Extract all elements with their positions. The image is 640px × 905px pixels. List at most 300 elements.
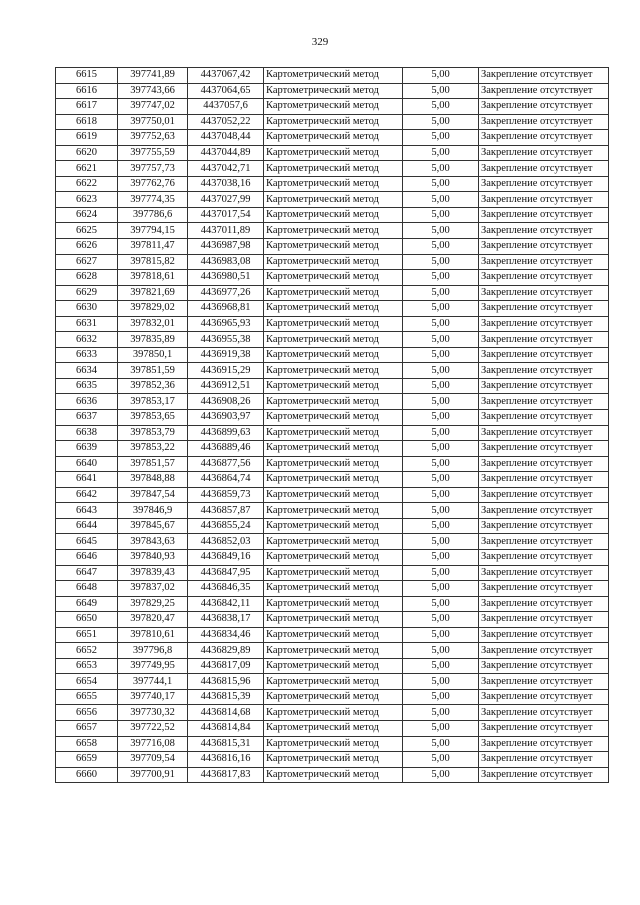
fixation-cell: Закрепление отсутствует (479, 161, 609, 177)
y-coordinate-cell: 4437064,65 (188, 83, 264, 99)
accuracy-cell: 5,00 (403, 456, 479, 472)
x-coordinate-cell: 397850,1 (118, 347, 188, 363)
x-coordinate-cell: 397845,67 (118, 518, 188, 534)
y-coordinate-cell: 4437052,22 (188, 114, 264, 130)
accuracy-cell: 5,00 (403, 223, 479, 239)
method-cell: Картометрический метод (264, 658, 403, 674)
table-row (56, 565, 609, 581)
x-coordinate-cell: 397852,36 (118, 378, 188, 394)
accuracy-cell: 5,00 (403, 114, 479, 130)
table-row (56, 705, 609, 721)
accuracy-cell: 5,00 (403, 83, 479, 99)
table-row (56, 83, 609, 99)
fixation-cell: Закрепление отсутствует (479, 114, 609, 130)
table-row (56, 410, 609, 426)
x-coordinate-cell: 397829,02 (118, 301, 188, 317)
table-body (56, 68, 609, 783)
method-cell: Картометрический метод (264, 394, 403, 410)
point-number-cell: 6623 (56, 192, 118, 208)
table-row (56, 254, 609, 270)
y-coordinate-cell: 4436915,29 (188, 363, 264, 379)
x-coordinate-cell: 397846,9 (118, 503, 188, 519)
table-row (56, 394, 609, 410)
y-coordinate-cell: 4437011,89 (188, 223, 264, 239)
fixation-cell: Закрепление отсутствует (479, 239, 609, 255)
accuracy-cell: 5,00 (403, 441, 479, 457)
accuracy-cell: 5,00 (403, 767, 479, 783)
accuracy-cell: 5,00 (403, 176, 479, 192)
y-coordinate-cell: 4436815,96 (188, 674, 264, 690)
y-coordinate-cell: 4436815,31 (188, 736, 264, 752)
x-coordinate-cell: 397811,47 (118, 239, 188, 255)
method-cell: Картометрический метод (264, 239, 403, 255)
point-number-cell: 6656 (56, 705, 118, 721)
fixation-cell: Закрепление отсутствует (479, 176, 609, 192)
method-cell: Картометрический метод (264, 534, 403, 550)
point-number-cell: 6625 (56, 223, 118, 239)
method-cell: Картометрический метод (264, 767, 403, 783)
accuracy-cell: 5,00 (403, 674, 479, 690)
x-coordinate-cell: 397741,89 (118, 68, 188, 84)
fixation-cell: Закрепление отсутствует (479, 363, 609, 379)
table-row (56, 674, 609, 690)
table-row (56, 612, 609, 628)
fixation-cell: Закрепление отсутствует (479, 689, 609, 705)
point-number-cell: 6653 (56, 658, 118, 674)
fixation-cell: Закрепление отсутствует (479, 425, 609, 441)
table-row (56, 301, 609, 317)
y-coordinate-cell: 4436908,26 (188, 394, 264, 410)
accuracy-cell: 5,00 (403, 270, 479, 286)
method-cell: Картометрический метод (264, 549, 403, 565)
method-cell: Картометрический метод (264, 752, 403, 768)
fixation-cell: Закрепление отсутствует (479, 658, 609, 674)
fixation-cell: Закрепление отсутствует (479, 301, 609, 317)
table-row (56, 378, 609, 394)
table-row (56, 752, 609, 768)
point-number-cell: 6616 (56, 83, 118, 99)
point-number-cell: 6618 (56, 114, 118, 130)
x-coordinate-cell: 397730,32 (118, 705, 188, 721)
table-row (56, 145, 609, 161)
fixation-cell: Закрепление отсутствует (479, 674, 609, 690)
x-coordinate-cell: 397796,8 (118, 643, 188, 659)
fixation-cell: Закрепление отсутствует (479, 767, 609, 783)
table-row (56, 285, 609, 301)
y-coordinate-cell: 4436852,03 (188, 534, 264, 550)
table-row (56, 518, 609, 534)
y-coordinate-cell: 4436977,26 (188, 285, 264, 301)
table-row (56, 192, 609, 208)
fixation-cell: Закрепление отсутствует (479, 83, 609, 99)
accuracy-cell: 5,00 (403, 316, 479, 332)
table-row (56, 767, 609, 783)
accuracy-cell: 5,00 (403, 658, 479, 674)
x-coordinate-cell: 397740,17 (118, 689, 188, 705)
fixation-cell: Закрепление отсутствует (479, 68, 609, 84)
x-coordinate-cell: 397851,57 (118, 456, 188, 472)
point-number-cell: 6647 (56, 565, 118, 581)
accuracy-cell: 5,00 (403, 534, 479, 550)
y-coordinate-cell: 4436983,08 (188, 254, 264, 270)
table-row (56, 99, 609, 115)
table-row (56, 223, 609, 239)
x-coordinate-cell: 397853,17 (118, 394, 188, 410)
fixation-cell: Закрепление отсутствует (479, 99, 609, 115)
accuracy-cell: 5,00 (403, 332, 479, 348)
y-coordinate-cell: 4436912,51 (188, 378, 264, 394)
method-cell: Картометрический метод (264, 705, 403, 721)
x-coordinate-cell: 397851,59 (118, 363, 188, 379)
table-row (56, 472, 609, 488)
x-coordinate-cell: 397722,52 (118, 720, 188, 736)
fixation-cell: Закрепление отсутствует (479, 643, 609, 659)
method-cell: Картометрический метод (264, 487, 403, 503)
point-number-cell: 6636 (56, 394, 118, 410)
method-cell: Картометрический метод (264, 425, 403, 441)
fixation-cell: Закрепление отсутствует (479, 565, 609, 581)
point-number-cell: 6646 (56, 549, 118, 565)
table-row (56, 316, 609, 332)
point-number-cell: 6639 (56, 441, 118, 457)
accuracy-cell: 5,00 (403, 425, 479, 441)
method-cell: Картометрический метод (264, 145, 403, 161)
method-cell: Картометрический метод (264, 223, 403, 239)
y-coordinate-cell: 4436955,38 (188, 332, 264, 348)
point-number-cell: 6652 (56, 643, 118, 659)
x-coordinate-cell: 397750,01 (118, 114, 188, 130)
x-coordinate-cell: 397853,79 (118, 425, 188, 441)
accuracy-cell: 5,00 (403, 410, 479, 426)
y-coordinate-cell: 4436919,38 (188, 347, 264, 363)
point-number-cell: 6648 (56, 581, 118, 597)
fixation-cell: Закрепление отсутствует (479, 410, 609, 426)
point-number-cell: 6638 (56, 425, 118, 441)
y-coordinate-cell: 4437057,6 (188, 99, 264, 115)
accuracy-cell: 5,00 (403, 347, 479, 363)
fixation-cell: Закрепление отсутствует (479, 130, 609, 146)
accuracy-cell: 5,00 (403, 565, 479, 581)
point-number-cell: 6641 (56, 472, 118, 488)
method-cell: Картометрический метод (264, 285, 403, 301)
point-number-cell: 6659 (56, 752, 118, 768)
table-row (56, 332, 609, 348)
fixation-cell: Закрепление отсутствует (479, 378, 609, 394)
method-cell: Картометрический метод (264, 736, 403, 752)
y-coordinate-cell: 4436903,97 (188, 410, 264, 426)
table-row (56, 347, 609, 363)
method-cell: Картометрический метод (264, 301, 403, 317)
point-number-cell: 6624 (56, 207, 118, 223)
fixation-cell: Закрепление отсутствует (479, 518, 609, 534)
x-coordinate-cell: 397744,1 (118, 674, 188, 690)
point-number-cell: 6629 (56, 285, 118, 301)
accuracy-cell: 5,00 (403, 643, 479, 659)
fixation-cell: Закрепление отсутствует (479, 394, 609, 410)
table-row (56, 441, 609, 457)
method-cell: Картометрический метод (264, 83, 403, 99)
accuracy-cell: 5,00 (403, 596, 479, 612)
point-number-cell: 6657 (56, 720, 118, 736)
method-cell: Картометрический метод (264, 612, 403, 628)
x-coordinate-cell: 397749,95 (118, 658, 188, 674)
method-cell: Картометрический метод (264, 378, 403, 394)
fixation-cell: Закрепление отсутствует (479, 270, 609, 286)
method-cell: Картометрический метод (264, 456, 403, 472)
point-number-cell: 6640 (56, 456, 118, 472)
y-coordinate-cell: 4436857,87 (188, 503, 264, 519)
x-coordinate-cell: 397832,01 (118, 316, 188, 332)
accuracy-cell: 5,00 (403, 301, 479, 317)
point-number-cell: 6649 (56, 596, 118, 612)
accuracy-cell: 5,00 (403, 612, 479, 628)
method-cell: Картометрический метод (264, 643, 403, 659)
method-cell: Картометрический метод (264, 99, 403, 115)
x-coordinate-cell: 397700,91 (118, 767, 188, 783)
fixation-cell: Закрепление отсутствует (479, 549, 609, 565)
x-coordinate-cell: 397847,54 (118, 487, 188, 503)
point-number-cell: 6615 (56, 68, 118, 84)
point-number-cell: 6630 (56, 301, 118, 317)
accuracy-cell: 5,00 (403, 549, 479, 565)
table-row (56, 503, 609, 519)
y-coordinate-cell: 4436877,56 (188, 456, 264, 472)
accuracy-cell: 5,00 (403, 239, 479, 255)
fixation-cell: Закрепление отсутствует (479, 441, 609, 457)
method-cell: Картометрический метод (264, 270, 403, 286)
fixation-cell: Закрепление отсутствует (479, 472, 609, 488)
method-cell: Картометрический метод (264, 130, 403, 146)
x-coordinate-cell: 397755,59 (118, 145, 188, 161)
point-number-cell: 6660 (56, 767, 118, 783)
accuracy-cell: 5,00 (403, 161, 479, 177)
method-cell: Картометрический метод (264, 581, 403, 597)
point-number-cell: 6654 (56, 674, 118, 690)
point-number-cell: 6634 (56, 363, 118, 379)
point-number-cell: 6650 (56, 612, 118, 628)
y-coordinate-cell: 4436816,16 (188, 752, 264, 768)
accuracy-cell: 5,00 (403, 363, 479, 379)
point-number-cell: 6633 (56, 347, 118, 363)
fixation-cell: Закрепление отсутствует (479, 285, 609, 301)
x-coordinate-cell: 397853,65 (118, 410, 188, 426)
method-cell: Картометрический метод (264, 565, 403, 581)
page-number: 329 (311, 36, 329, 48)
fixation-cell: Закрепление отсутствует (479, 223, 609, 239)
x-coordinate-cell: 397752,63 (118, 130, 188, 146)
y-coordinate-cell: 4436815,39 (188, 689, 264, 705)
table-row (56, 549, 609, 565)
accuracy-cell: 5,00 (403, 145, 479, 161)
fixation-cell: Закрепление отсутствует (479, 627, 609, 643)
fixation-cell: Закрепление отсутствует (479, 705, 609, 721)
y-coordinate-cell: 4436849,16 (188, 549, 264, 565)
point-number-cell: 6617 (56, 99, 118, 115)
method-cell: Картометрический метод (264, 720, 403, 736)
accuracy-cell: 5,00 (403, 503, 479, 519)
accuracy-cell: 5,00 (403, 207, 479, 223)
x-coordinate-cell: 397835,89 (118, 332, 188, 348)
y-coordinate-cell: 4436889,46 (188, 441, 264, 457)
fixation-cell: Закрепление отсутствует (479, 456, 609, 472)
table-row (56, 534, 609, 550)
x-coordinate-cell: 397818,61 (118, 270, 188, 286)
method-cell: Картометрический метод (264, 207, 403, 223)
fixation-cell: Закрепление отсутствует (479, 752, 609, 768)
fixation-cell: Закрепление отсутствует (479, 145, 609, 161)
table-row (56, 239, 609, 255)
table-row (56, 643, 609, 659)
accuracy-cell: 5,00 (403, 68, 479, 84)
method-cell: Картометрический метод (264, 363, 403, 379)
y-coordinate-cell: 4437038,16 (188, 176, 264, 192)
method-cell: Картометрический метод (264, 518, 403, 534)
x-coordinate-cell: 397709,54 (118, 752, 188, 768)
accuracy-cell: 5,00 (403, 518, 479, 534)
table-row (56, 456, 609, 472)
method-cell: Картометрический метод (264, 161, 403, 177)
accuracy-cell: 5,00 (403, 378, 479, 394)
method-cell: Картометрический метод (264, 332, 403, 348)
point-number-cell: 6632 (56, 332, 118, 348)
table-row (56, 596, 609, 612)
x-coordinate-cell: 397829,25 (118, 596, 188, 612)
method-cell: Картометрический метод (264, 316, 403, 332)
method-cell: Картометрический метод (264, 68, 403, 84)
y-coordinate-cell: 4436965,93 (188, 316, 264, 332)
fixation-cell: Закрепление отсутствует (479, 534, 609, 550)
x-coordinate-cell: 397794,15 (118, 223, 188, 239)
y-coordinate-cell: 4436842,11 (188, 596, 264, 612)
method-cell: Картометрический метод (264, 410, 403, 426)
y-coordinate-cell: 4436859,73 (188, 487, 264, 503)
y-coordinate-cell: 4436899,63 (188, 425, 264, 441)
accuracy-cell: 5,00 (403, 705, 479, 721)
accuracy-cell: 5,00 (403, 581, 479, 597)
y-coordinate-cell: 4437067,42 (188, 68, 264, 84)
method-cell: Картометрический метод (264, 347, 403, 363)
accuracy-cell: 5,00 (403, 472, 479, 488)
y-coordinate-cell: 4437027,99 (188, 192, 264, 208)
table-row (56, 270, 609, 286)
point-number-cell: 6627 (56, 254, 118, 270)
x-coordinate-cell: 397837,02 (118, 581, 188, 597)
point-number-cell: 6628 (56, 270, 118, 286)
method-cell: Картометрический метод (264, 114, 403, 130)
y-coordinate-cell: 4436980,51 (188, 270, 264, 286)
x-coordinate-cell: 397762,76 (118, 176, 188, 192)
y-coordinate-cell: 4436846,35 (188, 581, 264, 597)
fixation-cell: Закрепление отсутствует (479, 316, 609, 332)
point-number-cell: 6619 (56, 130, 118, 146)
accuracy-cell: 5,00 (403, 394, 479, 410)
accuracy-cell: 5,00 (403, 752, 479, 768)
accuracy-cell: 5,00 (403, 285, 479, 301)
accuracy-cell: 5,00 (403, 254, 479, 270)
table-row (56, 161, 609, 177)
method-cell: Картометрический метод (264, 503, 403, 519)
y-coordinate-cell: 4436987,98 (188, 239, 264, 255)
y-coordinate-cell: 4436814,84 (188, 720, 264, 736)
x-coordinate-cell: 397821,69 (118, 285, 188, 301)
x-coordinate-cell: 397757,73 (118, 161, 188, 177)
x-coordinate-cell: 397815,82 (118, 254, 188, 270)
table-row (56, 363, 609, 379)
table-row (56, 720, 609, 736)
fixation-cell: Закрепление отсутствует (479, 720, 609, 736)
point-number-cell: 6631 (56, 316, 118, 332)
x-coordinate-cell: 397716,08 (118, 736, 188, 752)
accuracy-cell: 5,00 (403, 99, 479, 115)
fixation-cell: Закрепление отсутствует (479, 207, 609, 223)
accuracy-cell: 5,00 (403, 736, 479, 752)
point-number-cell: 6637 (56, 410, 118, 426)
accuracy-cell: 5,00 (403, 627, 479, 643)
x-coordinate-cell: 397848,88 (118, 472, 188, 488)
x-coordinate-cell: 397747,02 (118, 99, 188, 115)
fixation-cell: Закрепление отсутствует (479, 503, 609, 519)
table-row (56, 130, 609, 146)
point-number-cell: 6622 (56, 176, 118, 192)
y-coordinate-cell: 4436834,46 (188, 627, 264, 643)
table-row (56, 689, 609, 705)
boundary-points-table (55, 67, 609, 783)
y-coordinate-cell: 4437042,71 (188, 161, 264, 177)
fixation-cell: Закрепление отсутствует (479, 332, 609, 348)
y-coordinate-cell: 4437048,44 (188, 130, 264, 146)
fixation-cell: Закрепление отсутствует (479, 192, 609, 208)
method-cell: Картометрический метод (264, 472, 403, 488)
table-row (56, 425, 609, 441)
accuracy-cell: 5,00 (403, 720, 479, 736)
x-coordinate-cell: 397774,35 (118, 192, 188, 208)
table-row (56, 581, 609, 597)
x-coordinate-cell: 397840,93 (118, 549, 188, 565)
table-row (56, 68, 609, 84)
y-coordinate-cell: 4437044,89 (188, 145, 264, 161)
point-number-cell: 6651 (56, 627, 118, 643)
table-row (56, 658, 609, 674)
point-number-cell: 6635 (56, 378, 118, 394)
method-cell: Картометрический метод (264, 689, 403, 705)
method-cell: Картометрический метод (264, 176, 403, 192)
table-row (56, 176, 609, 192)
point-number-cell: 6643 (56, 503, 118, 519)
method-cell: Картометрический метод (264, 596, 403, 612)
point-number-cell: 6655 (56, 689, 118, 705)
x-coordinate-cell: 397853,22 (118, 441, 188, 457)
y-coordinate-cell: 4436817,83 (188, 767, 264, 783)
y-coordinate-cell: 4436847,95 (188, 565, 264, 581)
table-row (56, 114, 609, 130)
point-number-cell: 6626 (56, 239, 118, 255)
table-row (56, 736, 609, 752)
fixation-cell: Закрепление отсутствует (479, 581, 609, 597)
fixation-cell: Закрепление отсутствует (479, 347, 609, 363)
point-number-cell: 6621 (56, 161, 118, 177)
accuracy-cell: 5,00 (403, 130, 479, 146)
fixation-cell: Закрепление отсутствует (479, 487, 609, 503)
point-number-cell: 6645 (56, 534, 118, 550)
accuracy-cell: 5,00 (403, 689, 479, 705)
table-row (56, 487, 609, 503)
accuracy-cell: 5,00 (403, 192, 479, 208)
method-cell: Картометрический метод (264, 674, 403, 690)
fixation-cell: Закрепление отсутствует (479, 612, 609, 628)
x-coordinate-cell: 397810,61 (118, 627, 188, 643)
x-coordinate-cell: 397839,43 (118, 565, 188, 581)
fixation-cell: Закрепление отсутствует (479, 596, 609, 612)
